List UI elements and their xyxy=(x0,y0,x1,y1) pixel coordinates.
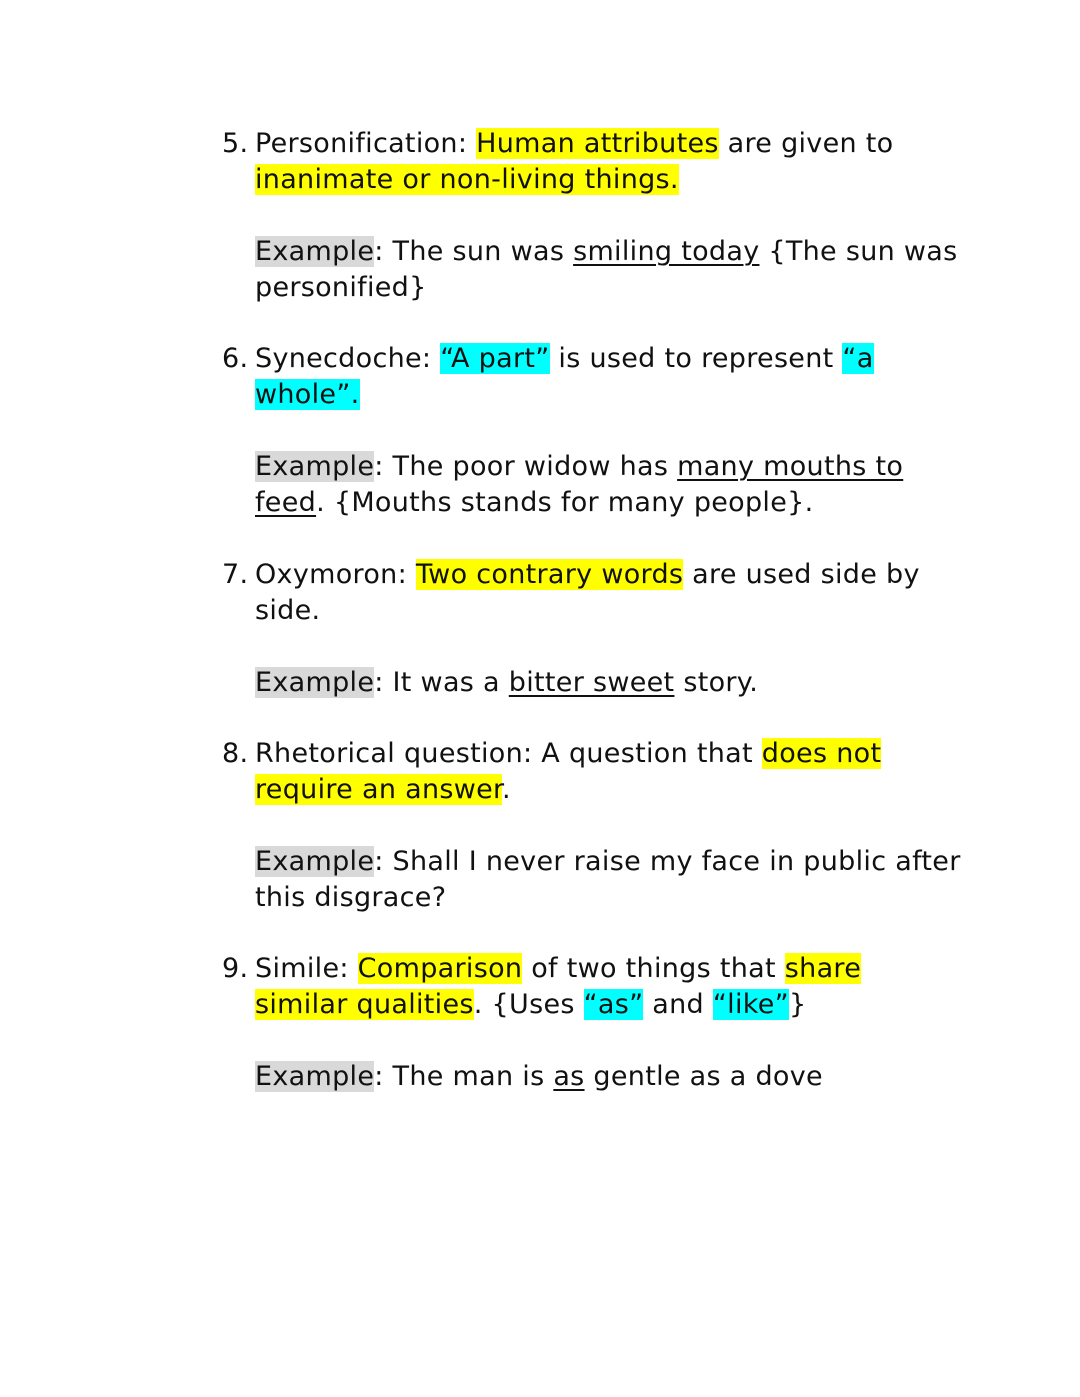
example-label: Example xyxy=(255,236,375,267)
text: and xyxy=(643,989,713,1020)
list-item-rhetorical-question xyxy=(222,736,962,916)
list-item-oxymoron xyxy=(222,557,962,701)
definition xyxy=(255,951,962,1023)
underlined-text: bitter sweet xyxy=(508,667,675,698)
highlight: “a whole”. xyxy=(255,343,874,410)
text: } xyxy=(788,989,807,1020)
underlined-text: smiling today xyxy=(573,236,760,267)
text: . {Mouths stands for many people}. xyxy=(316,487,814,518)
text: : Shall I never raise my face in public after this disgrace? xyxy=(255,846,961,913)
example xyxy=(255,1059,962,1095)
term: Simile: xyxy=(255,953,358,984)
text: is used to represent xyxy=(549,343,843,374)
definition xyxy=(255,341,962,413)
example xyxy=(255,449,962,521)
text: gentle as a dove xyxy=(584,1061,823,1092)
text: : The man is xyxy=(374,1061,554,1092)
term: Personification: xyxy=(255,128,477,159)
highlight: “A part” xyxy=(440,343,550,374)
example xyxy=(255,665,962,701)
list-item-simile xyxy=(222,951,962,1095)
item-number: 7. xyxy=(222,559,249,590)
item-number: 9. xyxy=(222,953,249,984)
item-number: 5. xyxy=(222,128,249,159)
text: are given to xyxy=(718,128,894,159)
term: Synecdoche: xyxy=(255,343,441,374)
highlight: “like” xyxy=(712,989,789,1020)
highlight: “as” xyxy=(583,989,644,1020)
underlined-text: as xyxy=(553,1061,585,1092)
example-label: Example xyxy=(255,846,375,877)
item-number: 8. xyxy=(222,738,249,769)
definition xyxy=(255,557,962,629)
text: of two things that xyxy=(522,953,785,984)
definition xyxy=(255,126,962,198)
highlight: share similar qualities xyxy=(255,953,862,1020)
example-label: Example xyxy=(255,667,375,698)
underlined-text: many mouths to feed xyxy=(255,451,904,518)
term: Rhetorical question: A question that xyxy=(255,738,762,769)
highlight: does not require an answer xyxy=(255,738,882,805)
text: . xyxy=(501,774,511,805)
list-item-synecdoche xyxy=(222,341,962,521)
text: story. xyxy=(674,667,759,698)
highlight: Two contrary words xyxy=(415,559,684,590)
term: Oxymoron: xyxy=(255,559,416,590)
text: : The poor widow has xyxy=(374,451,678,482)
item-number: 6. xyxy=(222,343,249,374)
text: {The sun was personified} xyxy=(255,236,958,303)
text: are used side by side. xyxy=(255,559,920,626)
highlight: Human attributes xyxy=(476,128,719,159)
highlight: Comparison xyxy=(357,953,523,984)
example-label: Example xyxy=(255,451,375,482)
text: . {Uses xyxy=(473,989,584,1020)
example-label: Example xyxy=(255,1061,375,1092)
definition xyxy=(255,736,962,808)
example xyxy=(255,234,962,306)
text: : The sun was xyxy=(374,236,574,267)
example xyxy=(255,844,962,916)
highlight: inanimate or non-living things. xyxy=(255,164,679,195)
text: : It was a xyxy=(374,667,509,698)
list-item-personification xyxy=(222,126,962,306)
